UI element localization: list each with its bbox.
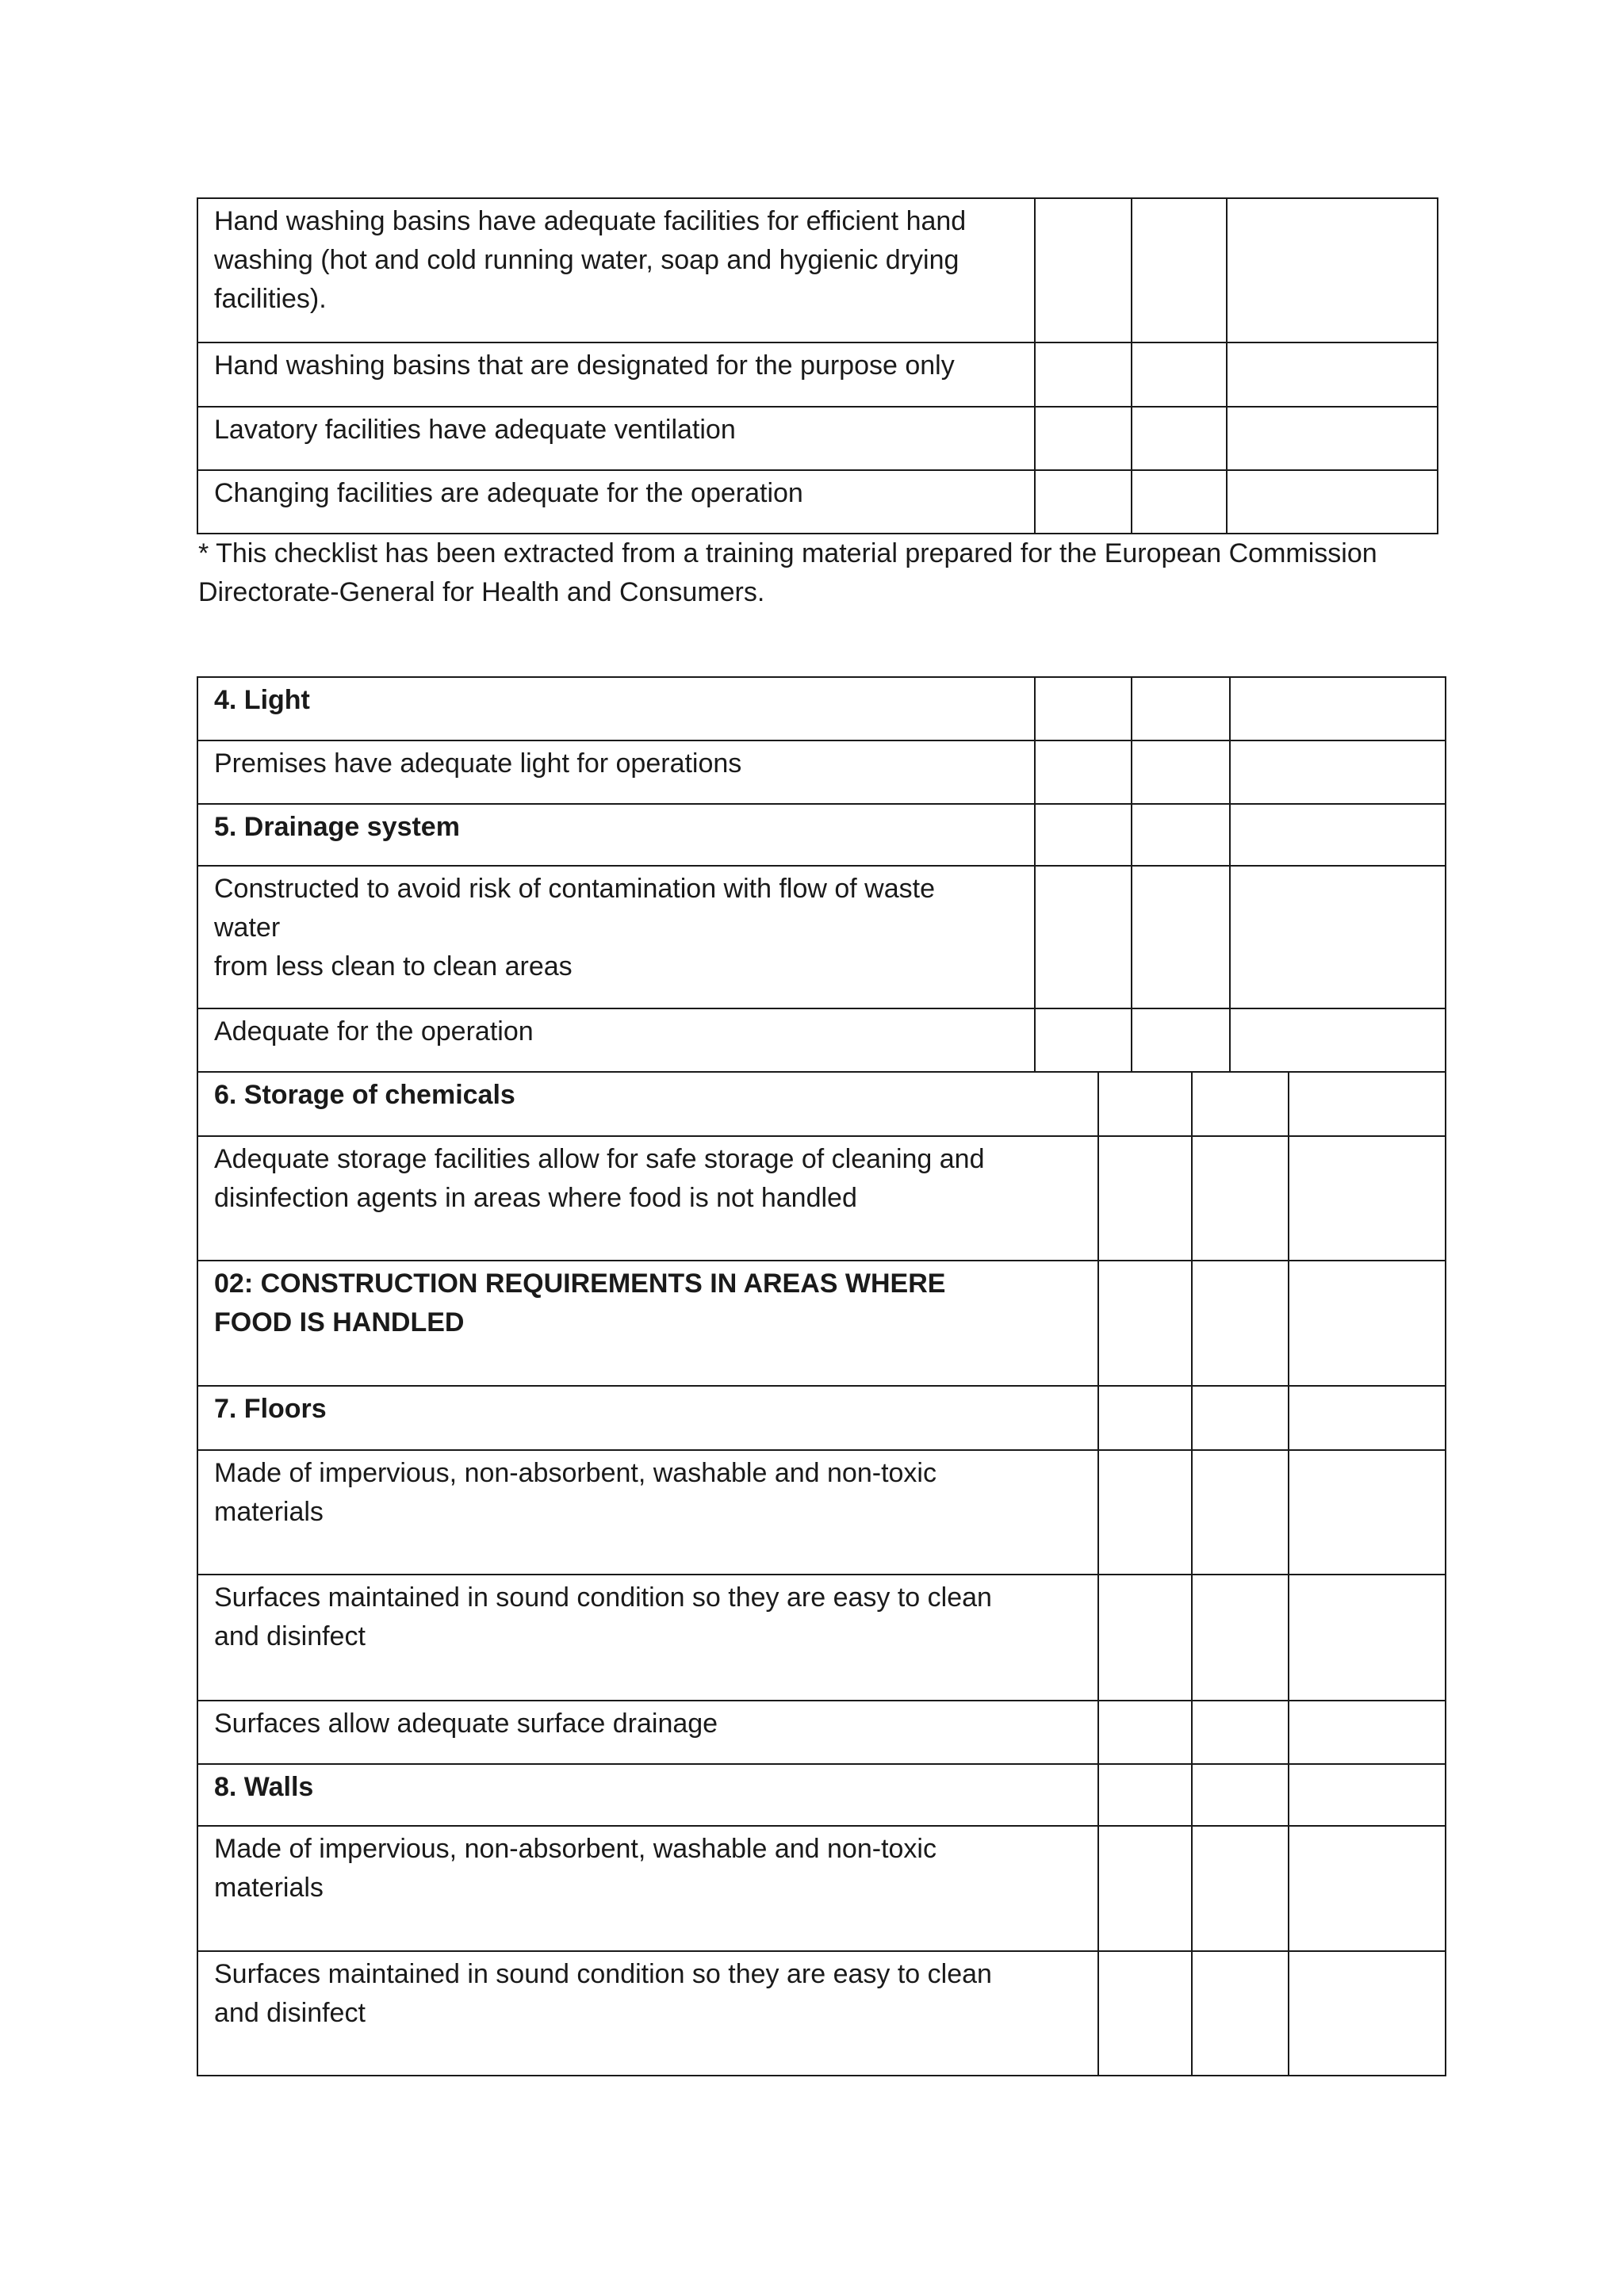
checklist-row xyxy=(197,1008,1446,1072)
facilities-check-cell-2[interactable] xyxy=(1132,470,1227,534)
light-drainage-check-cell-3[interactable] xyxy=(1230,804,1446,866)
checklist-item-text: Surfaces allow adequate surface drainage xyxy=(197,1701,1098,1764)
light-drainage-check-cell-2[interactable] xyxy=(1132,866,1230,1008)
light-drainage-check-cell-1[interactable] xyxy=(1035,740,1132,804)
section-title: 4. Light xyxy=(197,677,1035,740)
construction-check-cell-2[interactable] xyxy=(1192,1575,1289,1701)
construction-check-cell-1[interactable] xyxy=(1098,1826,1192,1951)
facilities-check-cell-3[interactable] xyxy=(1227,198,1438,342)
checklist-row xyxy=(197,1450,1446,1575)
construction-check-cell-2[interactable] xyxy=(1192,1261,1289,1386)
section-header-row xyxy=(197,1261,1446,1386)
construction-check-cell-2[interactable] xyxy=(1192,1386,1289,1450)
construction-check-cell-1[interactable] xyxy=(1098,1951,1192,2076)
light-drainage-check-cell-1[interactable] xyxy=(1035,804,1132,866)
construction-check-cell-3[interactable] xyxy=(1289,1386,1446,1450)
light-drainage-check-cell-3[interactable] xyxy=(1230,677,1446,740)
construction-check-cell-2[interactable] xyxy=(1192,1136,1289,1261)
hygiene-facilities-table xyxy=(197,197,1438,534)
facilities-check-cell-1[interactable] xyxy=(1035,198,1132,342)
light-drainage-table xyxy=(197,676,1446,1073)
section-title: 8. Walls xyxy=(197,1764,1098,1826)
light-drainage-check-cell-3[interactable] xyxy=(1230,740,1446,804)
light-drainage-check-cell-1[interactable] xyxy=(1035,1008,1132,1072)
light-drainage-check-cell-1[interactable] xyxy=(1035,677,1132,740)
checklist-row xyxy=(197,1701,1446,1764)
checklist-item-text: Premises have adequate light for operations xyxy=(197,740,1035,804)
checklist-item-text: Lavatory facilities have adequate ventilation xyxy=(197,407,1035,470)
construction-check-cell-1[interactable] xyxy=(1098,1764,1192,1826)
checklist-row xyxy=(197,342,1438,407)
construction-check-cell-3[interactable] xyxy=(1289,1826,1446,1951)
construction-check-cell-3[interactable] xyxy=(1289,1701,1446,1764)
light-drainage-check-cell-2[interactable] xyxy=(1132,1008,1230,1072)
construction-check-cell-3[interactable] xyxy=(1289,1450,1446,1575)
facilities-check-cell-1[interactable] xyxy=(1035,342,1132,407)
checklist-row xyxy=(197,1951,1446,2076)
facilities-check-cell-1[interactable] xyxy=(1035,470,1132,534)
checklist-row xyxy=(197,1575,1446,1701)
construction-check-cell-3[interactable] xyxy=(1289,1261,1446,1386)
construction-check-cell-1[interactable] xyxy=(1098,1386,1192,1450)
construction-check-cell-2[interactable] xyxy=(1192,1072,1289,1136)
light-drainage-check-cell-3[interactable] xyxy=(1230,1008,1446,1072)
light-drainage-check-cell-1[interactable] xyxy=(1035,866,1132,1008)
section-title: 5. Drainage system xyxy=(197,804,1035,866)
construction-check-cell-3[interactable] xyxy=(1289,1136,1446,1261)
construction-check-cell-3[interactable] xyxy=(1289,1764,1446,1826)
construction-check-cell-3[interactable] xyxy=(1289,1072,1446,1136)
checklist-row xyxy=(197,1826,1446,1951)
checklist-item-text: Adequate storage facilities allow for safe storage of cleaning and disinfection agents in areas where food is not handled xyxy=(197,1136,1098,1261)
facilities-check-cell-2[interactable] xyxy=(1132,198,1227,342)
construction-check-cell-2[interactable] xyxy=(1192,1764,1289,1826)
section-title: 6. Storage of chemicals xyxy=(197,1072,1098,1136)
section-header-row xyxy=(197,1386,1446,1450)
light-drainage-check-cell-2[interactable] xyxy=(1132,804,1230,866)
checklist-item-text: Hand washing basins that are designated for the purpose only xyxy=(197,342,1035,407)
checklist-item-text: Adequate for the operation xyxy=(197,1008,1035,1072)
section-header-row xyxy=(197,1072,1446,1136)
section-header-row xyxy=(197,677,1446,740)
construction-check-cell-3[interactable] xyxy=(1289,1951,1446,2076)
construction-check-cell-1[interactable] xyxy=(1098,1136,1192,1261)
construction-check-cell-2[interactable] xyxy=(1192,1450,1289,1575)
light-drainage-check-cell-3[interactable] xyxy=(1230,866,1446,1008)
construction-check-cell-1[interactable] xyxy=(1098,1450,1192,1575)
checklist-row xyxy=(197,470,1438,534)
checklist-row xyxy=(197,740,1446,804)
facilities-check-cell-2[interactable] xyxy=(1132,407,1227,470)
checklist-item-text: Constructed to avoid risk of contamination with flow of waste water from less clean to clean areas xyxy=(197,866,1035,1008)
checklist-item-text: Made of impervious, non-absorbent, washable and non-toxic materials xyxy=(197,1826,1098,1951)
facilities-check-cell-3[interactable] xyxy=(1227,407,1438,470)
checklist-item-text: Surfaces maintained in sound condition so they are easy to clean and disinfect xyxy=(197,1951,1098,2076)
checklist-item-text: Hand washing basins have adequate facilities for efficient hand washing (hot and cold running water, soap and hygienic drying facilities). xyxy=(197,198,1035,342)
section-header-row xyxy=(197,804,1446,866)
construction-check-cell-2[interactable] xyxy=(1192,1826,1289,1951)
facilities-check-cell-2[interactable] xyxy=(1132,342,1227,407)
construction-check-cell-2[interactable] xyxy=(1192,1951,1289,2076)
construction-check-cell-1[interactable] xyxy=(1098,1072,1192,1136)
footnote: * This checklist has been extracted from a training material prepared for the European Commission Directorate-General for Health and Consumers. xyxy=(198,538,1377,607)
construction-check-cell-1[interactable] xyxy=(1098,1701,1192,1764)
checklist-item-text: Changing facilities are adequate for the operation xyxy=(197,470,1035,534)
light-drainage-check-cell-2[interactable] xyxy=(1132,677,1230,740)
section-title: 7. Floors xyxy=(197,1386,1098,1450)
light-drainage-check-cell-2[interactable] xyxy=(1132,740,1230,804)
construction-check-cell-3[interactable] xyxy=(1289,1575,1446,1701)
facilities-check-cell-1[interactable] xyxy=(1035,407,1132,470)
checklist-item-text: Surfaces maintained in sound condition so they are easy to clean and disinfect xyxy=(197,1575,1098,1701)
checklist-row xyxy=(197,198,1438,342)
construction-check-cell-2[interactable] xyxy=(1192,1701,1289,1764)
construction-check-cell-1[interactable] xyxy=(1098,1575,1192,1701)
checklist-row xyxy=(197,1136,1446,1261)
facilities-check-cell-3[interactable] xyxy=(1227,342,1438,407)
checklist-item-text: Made of impervious, non-absorbent, washable and non-toxic materials xyxy=(197,1450,1098,1575)
storage-construction-table xyxy=(197,1071,1446,2076)
checklist-row xyxy=(197,866,1446,1008)
construction-check-cell-1[interactable] xyxy=(1098,1261,1192,1386)
facilities-check-cell-3[interactable] xyxy=(1227,470,1438,534)
section-header-row xyxy=(197,1764,1446,1826)
section-title: 02: CONSTRUCTION REQUIREMENTS IN AREAS WHERE FOOD IS HANDLED xyxy=(197,1261,1098,1386)
checklist-row xyxy=(197,407,1438,470)
